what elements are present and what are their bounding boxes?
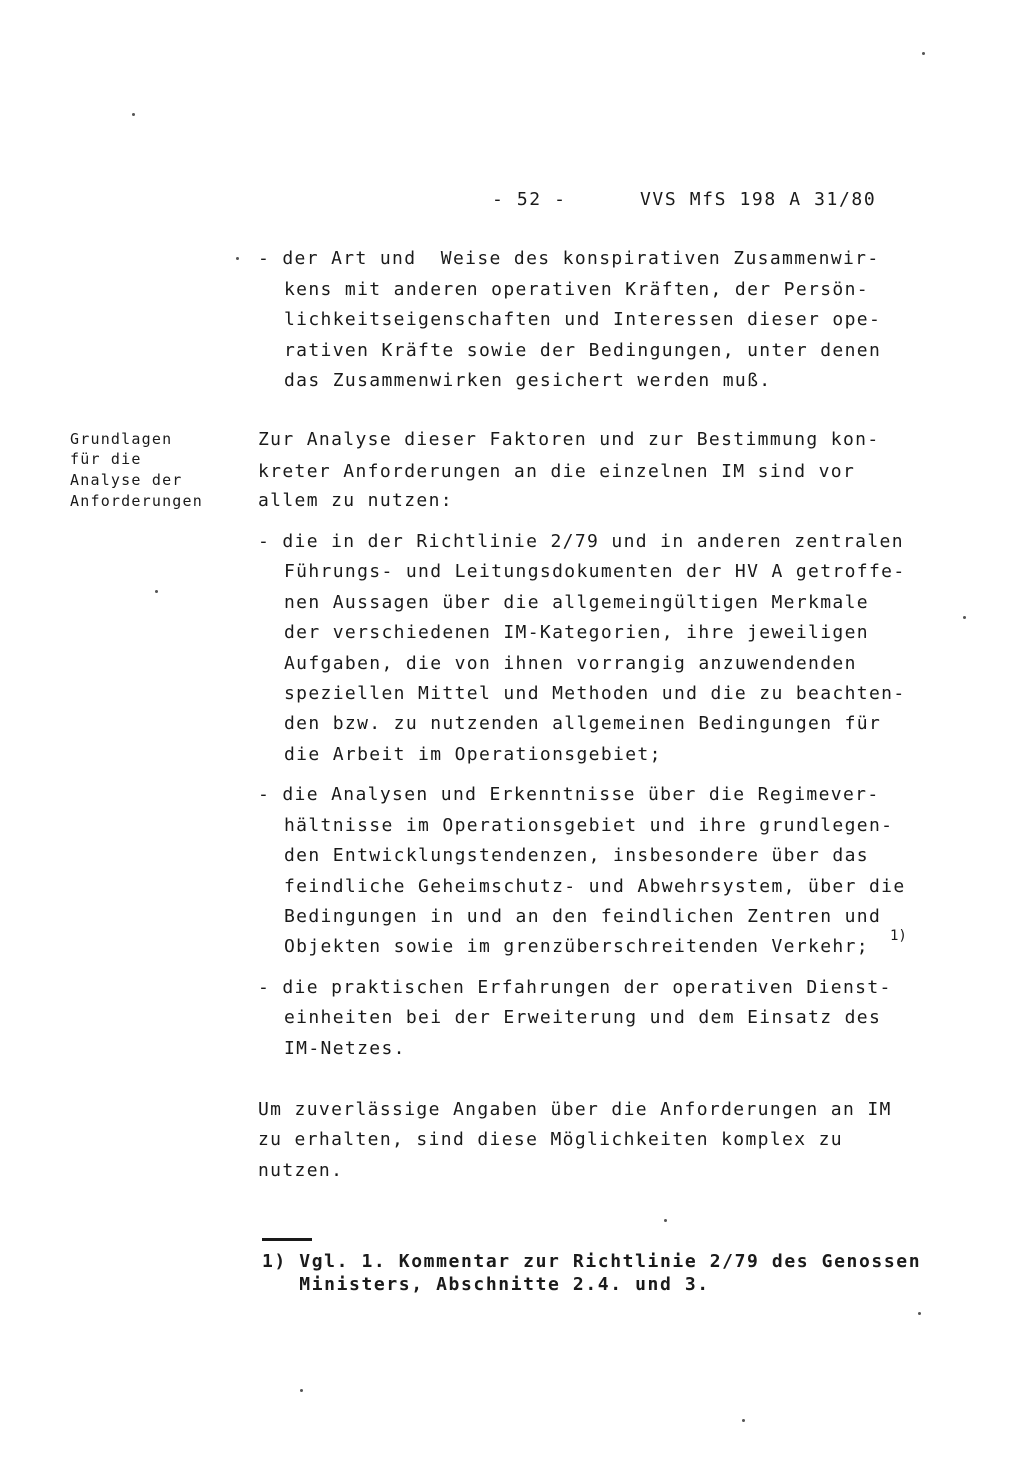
text-line: Aufgaben, die von ihnen vorrangig anzuwendenden (284, 653, 857, 674)
text-line: einheiten bei der Erweiterung und dem Einsatz des (284, 1007, 882, 1028)
page-number: - 52 - (492, 189, 567, 210)
text-line: Bedingungen in und an den feindlichen Zentren und (284, 906, 882, 927)
margin-note-line: für die (70, 450, 142, 468)
text-line: nen Aussagen über die allgemeingültigen Merkmale (284, 592, 869, 613)
text-line: speziellen Mittel und Methoden und die zu beachten- (284, 683, 906, 704)
text-line: feindliche Geheimschutz- und Abwehrsystem, über die (284, 876, 906, 897)
text-line: - die praktischen Erfahrungen der operativen Dienst- (258, 977, 892, 998)
text-line: - die in der Richtlinie 2/79 und in anderen zentralen (258, 531, 904, 552)
scan-speck (236, 257, 239, 260)
text-line: hältnisse im Operationsgebiet und ihre grundlegen- (284, 815, 894, 836)
text-line: - der Art und Weise des konspirativen Zusammenwir- (258, 248, 880, 269)
margin-note-line: Grundlagen (70, 430, 173, 448)
text-line: allem zu nutzen: (258, 490, 453, 511)
text-line: den bzw. zu nutzenden allgemeinen Bedingungen für (284, 713, 882, 734)
scan-speck (918, 1312, 921, 1315)
scan-speck (742, 1419, 745, 1422)
document-reference: VVS MfS 198 A 31/80 (640, 189, 877, 210)
margin-note-line: Anforderungen (70, 492, 203, 510)
footnote-marker: 1) (890, 928, 907, 944)
text-line: Zur Analyse dieser Faktoren und zur Bestimmung kon- (258, 429, 880, 450)
text-line: Führungs- und Leitungsdokumenten der HV A getroffe- (284, 561, 906, 582)
text-line: kens mit anderen operativen Kräften, der Persön- (284, 279, 869, 300)
footnote-line: 1) Vgl. 1. Kommentar zur Richtlinie 2/79 des Genossen (262, 1251, 922, 1272)
scan-speck (922, 52, 925, 55)
scan-speck (664, 1219, 667, 1222)
scan-speck (132, 113, 135, 116)
text-line: zu erhalten, sind diese Möglichkeiten komplex zu (258, 1129, 843, 1150)
text-line: lichkeitseigenschaften und Interessen dieser ope- (284, 309, 882, 330)
text-line: Objekten sowie im grenzüberschreitenden Verkehr; (284, 936, 869, 957)
text-line: nutzen. (258, 1160, 344, 1181)
text-line: rativen Kräfte sowie der Bedingungen, unter denen (284, 340, 882, 361)
text-line: das Zusammenwirken gesichert werden muß. (284, 370, 772, 391)
text-line: - die Analysen und Erkenntnisse über die Regimever- (258, 784, 880, 805)
scan-speck (300, 1389, 303, 1392)
text-line: die Arbeit im Operationsgebiet; (284, 744, 662, 765)
text-line: kreter Anforderungen an die einzelnen IM sind vor (258, 461, 856, 482)
footnote-divider (262, 1238, 312, 1241)
scan-speck (963, 616, 966, 619)
margin-note-line: Analyse der (70, 471, 183, 489)
text-line: IM-Netzes. (284, 1038, 406, 1059)
scan-speck (155, 590, 158, 593)
footnote-line: Ministers, Abschnitte 2.4. und 3. (262, 1274, 710, 1295)
text-line: Um zuverlässige Angaben über die Anforderungen an IM (258, 1099, 892, 1120)
text-line: der verschiedenen IM-Kategorien, ihre jeweiligen (284, 622, 869, 643)
text-line: den Entwicklungstendenzen, insbesondere über das (284, 845, 869, 866)
